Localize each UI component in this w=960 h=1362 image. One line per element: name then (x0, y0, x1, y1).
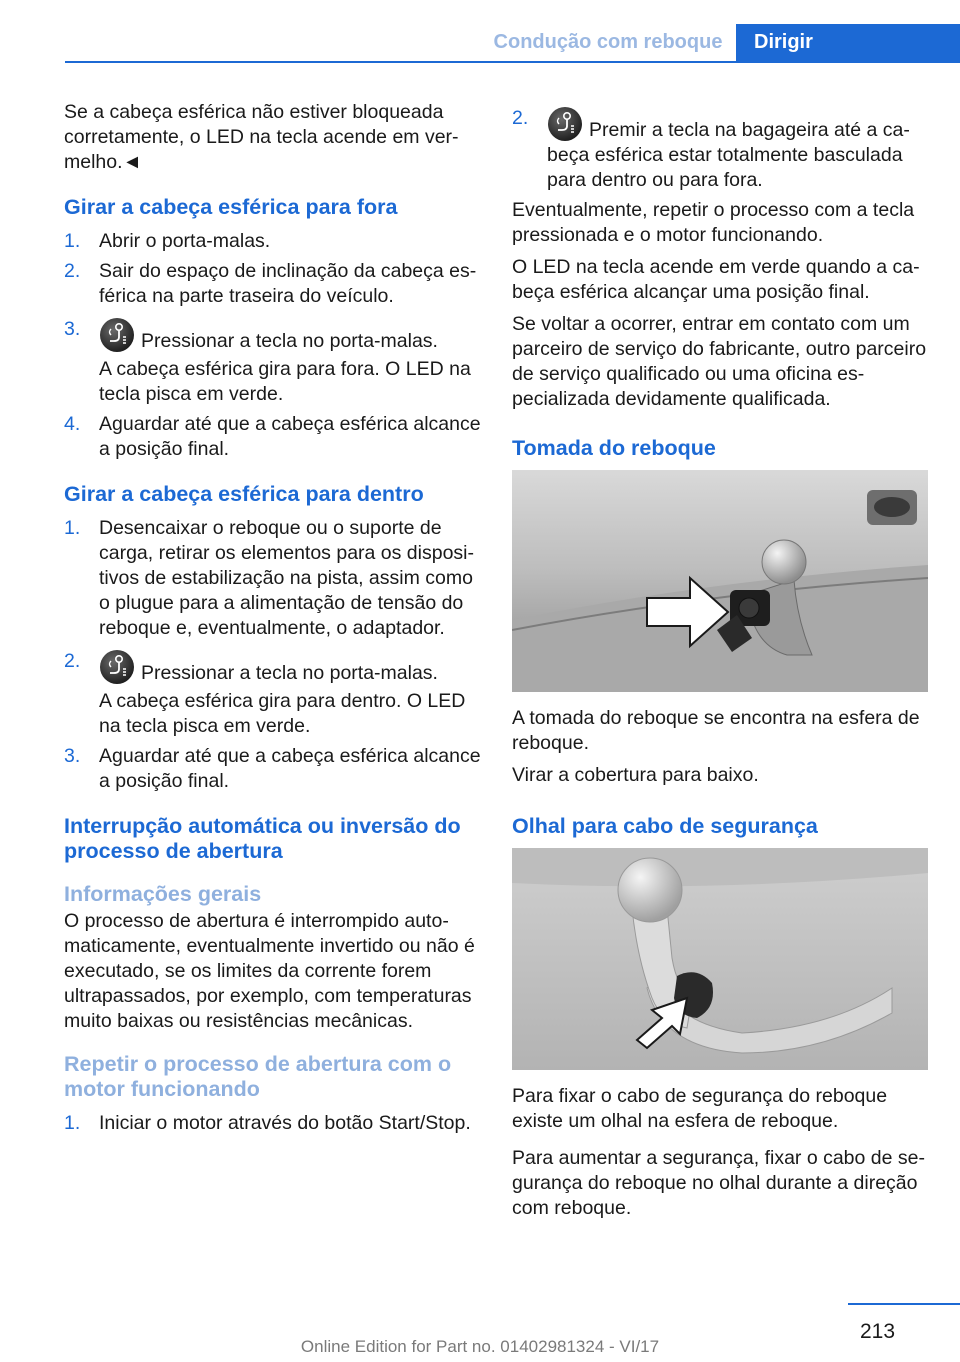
header-rule (65, 61, 960, 63)
step-number: 1. (64, 517, 81, 539)
step-text: Premir a tecla na bagageira até a cabeça esférica estar totalmente basculada para dentro ou para fora. (547, 119, 910, 191)
step-text: Aguardar até que a cabeça esférica alcance a posição final. (99, 413, 481, 460)
step-out-4 (64, 412, 482, 462)
step-number: 4. (64, 413, 81, 435)
step-text: Desencaixar o reboque ou o suporte de carga, retirar os elementos para os dispositivos de estabilização na pista, assim como o plugue para a alimentação de tensão do reboque e, eventualmente, o adaptador. (99, 517, 475, 639)
step-in-1 (64, 516, 482, 641)
step-number: 3. (64, 318, 81, 340)
heading-safety-cable-eye: Olhal para cabo de segurança (512, 814, 818, 838)
step-result: A cabeça esférica gira para dentro. O LED na tecla pisca em verde. (99, 690, 466, 737)
step-text: Pressionar a tecla no porta-malas. (141, 330, 438, 352)
socket-location-text: A tomada do reboque se encontra na esfera de reboque. (512, 707, 920, 754)
tow-hitch-button-icon (547, 106, 583, 142)
general-info-text: O processo de abertura é interrompido automaticamente, eventualmente invertido ou não é executado, se os limites da corrente forem ultrapassados, por exemplo, com temperaturas muito baixas ou resistências mecânicas. (64, 910, 475, 1032)
step-text: Iniciar o motor através do botão Start/Stop. (99, 1112, 471, 1134)
step-number: 2. (64, 650, 81, 672)
subheading-repeat-opening: Repetir o processo de abertura com o motor funcionando (64, 1052, 452, 1101)
intro-paragraph: Se a cabeça esférica não estiver bloqueada corretamente, o LED na tecla acende em vermelho.◄ (64, 101, 459, 173)
heading-swing-out: Girar a cabeça esférica para fora (64, 195, 398, 219)
step-text: Aguardar até que a cabeça esférica alcance a posição final. (99, 745, 481, 792)
step-number: 2. (512, 107, 529, 129)
trailer-socket-photo (512, 470, 928, 692)
step-text: Sair do espaço de inclinação da cabeça esférica na parte traseira do veículo. (99, 260, 477, 307)
heading-interruption: Interrupção automática ou inversão do processo de abertura (64, 814, 461, 863)
step-in-3 (64, 744, 482, 794)
socket-cover-text: Virar a cobertura para baixo. (512, 764, 759, 786)
step-result: A cabeça esférica gira para fora. O LED na tecla pisca em verde. (99, 358, 471, 405)
paragraph-led: O LED na tecla acende em verde quando a cabeça esférica alcançar uma posição final. (512, 256, 920, 303)
edition-footer: Online Edition for Part no. 01402981324 - VI/17 (300, 1337, 660, 1356)
tow-hitch-button-icon (99, 317, 135, 353)
left-column (64, 100, 482, 1141)
heading-trailer-socket: Tomada do reboque (512, 436, 716, 460)
step-number: 3. (64, 745, 81, 767)
step-number: 2. (64, 260, 81, 282)
running-header-chapter: Dirigir (736, 24, 960, 62)
paragraph-service: Se voltar a ocorrer, entrar em contato com um parceiro de serviço do fabricante, outro parceiro de serviço qualificado ou uma oficina especializada devidamente qualificada. (512, 313, 927, 410)
page-number-rule (848, 1303, 960, 1305)
subheading-general-info: Informações gerais (64, 882, 262, 906)
step-number: 1. (64, 1112, 81, 1134)
step-in-2 (64, 649, 482, 739)
paragraph-repeat: Eventualmente, repetir o processo com a tecla pressionada e o motor funcionando. (512, 199, 915, 246)
page-number: 213 (860, 1320, 896, 1343)
safety-eye-text: Para fixar o cabo de segurança do reboque existe um olhal na esfera de reboque. (512, 1085, 888, 1132)
tow-hitch-button-icon (99, 649, 135, 685)
step-out-1 (64, 229, 482, 254)
step-out-2 (64, 259, 482, 309)
heading-swing-in: Girar a cabeça esférica para dentro (64, 482, 424, 506)
step-repeat-2 (512, 106, 930, 193)
running-header-section: Condução com reboque (493, 31, 723, 53)
safety-cable-usage-text: Para aumentar a segurança, fixar o cabo de segurança do reboque no olhal durante a direção com reboque. (512, 1147, 925, 1219)
step-repeat-1 (64, 1111, 482, 1136)
step-text: Abrir o porta-malas. (99, 230, 271, 252)
safety-cable-eye-photo (512, 848, 928, 1070)
step-text: Pressionar a tecla no porta-malas. (141, 662, 438, 684)
right-column (512, 100, 930, 1228)
step-number: 1. (64, 230, 81, 252)
step-out-3 (64, 317, 482, 407)
